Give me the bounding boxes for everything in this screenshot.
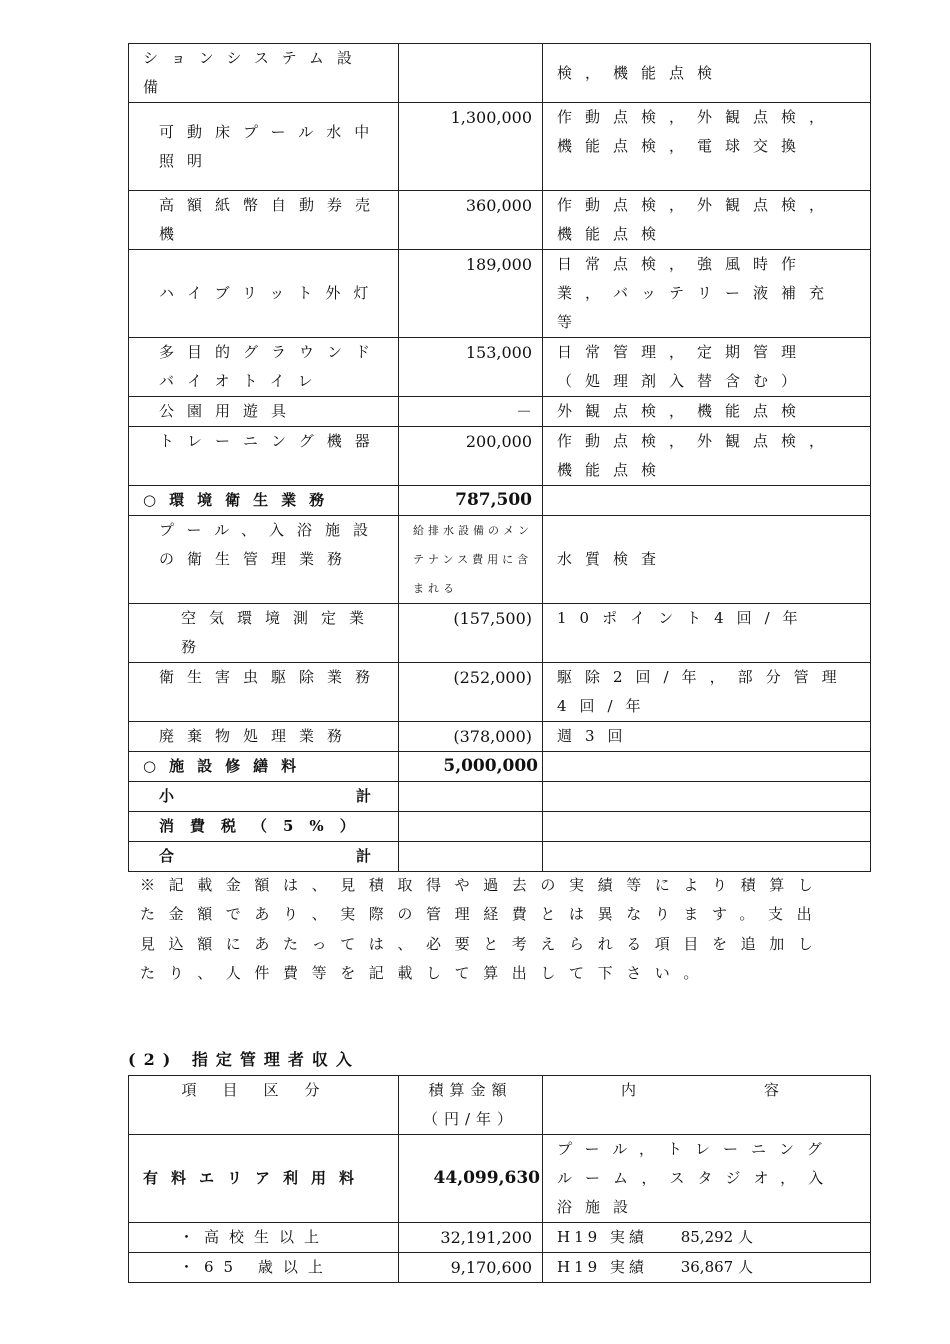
tax-amount	[399, 812, 543, 842]
total-amount	[399, 842, 543, 872]
header-amount: 積算金額（円/年）	[399, 1076, 543, 1135]
content-cell: 水質検査	[543, 516, 871, 604]
content-cell: 作動点検，外観点検，機能点検	[543, 191, 871, 250]
content-cell	[543, 752, 871, 782]
content-cell: 駆除2回/年，部分管理4回/年	[543, 663, 871, 722]
amount-cell: 44,099,630	[399, 1135, 543, 1223]
amount-cell: 787,500	[399, 486, 543, 516]
table-row	[129, 1223, 871, 1253]
subtotal-amount	[399, 782, 543, 812]
content-cell: 10ポイント4回/年	[543, 604, 871, 663]
amount-cell: 9,170,600	[399, 1253, 543, 1283]
table-row	[129, 191, 871, 250]
content-cell: プール，トレーニングルーム，スタジオ，入浴施設	[543, 1135, 871, 1223]
item-cell: ・高校生以上	[129, 1223, 399, 1253]
income-table	[128, 1075, 871, 1283]
table-row	[129, 250, 871, 338]
header-item: 項目区分	[129, 1076, 399, 1135]
content-cell: 作動点検，外観点検，機能点検，電球交換	[543, 103, 871, 191]
content-cell: 作動点検，外観点検，機能点検	[543, 427, 871, 486]
item-cell: 多目的グラウンドバイオトイレ	[129, 338, 399, 397]
item-cell: 廃棄物処理業務	[129, 722, 399, 752]
content-cell: 日常点検，強風時作業，バッテリー液補充等	[543, 250, 871, 338]
category-cell: ○施設修繕料	[129, 752, 399, 782]
table-row	[129, 752, 871, 782]
amount-cell: 5,000,000	[399, 752, 543, 782]
subtotal-label	[129, 782, 399, 812]
item-cell: 公園用遊具	[129, 397, 399, 427]
table-row	[129, 722, 871, 752]
table-row	[129, 516, 871, 604]
content-cell: 週3回	[543, 722, 871, 752]
amount-note-cell: 給排水設備のメンテナンス費用に含まれる	[399, 516, 543, 604]
item-cell: 高額紙幣自動券売機	[129, 191, 399, 250]
table-row	[129, 486, 871, 516]
content-cell	[543, 486, 871, 516]
tax-row	[129, 812, 871, 842]
subtotal-content	[543, 782, 871, 812]
category-cell: ○環境衛生業務	[129, 486, 399, 516]
header-content	[543, 1076, 871, 1135]
total-label-b: 計	[355, 847, 384, 865]
subtotal-row	[129, 782, 871, 812]
item-cell: ションシステム設備	[129, 44, 399, 103]
table-row	[129, 1253, 871, 1283]
amount-cell: 360,000	[399, 191, 543, 250]
amount-cell: 1,300,000	[399, 103, 543, 191]
expense-table	[128, 43, 871, 872]
item-cell: 衛生害虫駆除業務	[129, 663, 399, 722]
amount-cell	[399, 44, 543, 103]
content-prefix: H19 実績	[557, 1258, 648, 1276]
subtotal-label-a: 小	[159, 787, 188, 805]
item-cell: 可動床プール水中照明	[129, 103, 399, 191]
amount-cell: 200,000	[399, 427, 543, 486]
table-row	[129, 427, 871, 486]
header-content-a: 内	[621, 1081, 650, 1099]
content-value: 85,292 人	[680, 1228, 753, 1246]
item-cell: プール、入浴施設の衛生管理業務	[129, 516, 399, 604]
table-row	[129, 338, 871, 397]
item-cell: ハイブリット外灯	[129, 250, 399, 338]
content-cell	[543, 1253, 871, 1283]
amount-cell: 153,000	[399, 338, 543, 397]
section-title: (2) 指定管理者収入	[128, 1050, 360, 1069]
table-row	[129, 604, 871, 663]
table-row	[129, 44, 871, 103]
content-prefix: H19 実績	[557, 1228, 648, 1246]
content-cell: 日常管理，定期管理（処理剤入替含む）	[543, 338, 871, 397]
total-content	[543, 842, 871, 872]
amount-cell: 32,191,200	[399, 1223, 543, 1253]
subtotal-label-b: 計	[355, 787, 384, 805]
table-row	[129, 1135, 871, 1223]
content-cell: 検，機能点検	[543, 44, 871, 103]
tax-content	[543, 812, 871, 842]
amount-cell: 189,000	[399, 250, 543, 338]
footnote: ※記載金額は、見積取得や過去の実績等により積算した金額であり、実際の管理経費とは異なります。支出見込額にあたっては、必要と考えられる項目を追加したり、人件費等を記載して算出して下さい。	[140, 876, 827, 983]
content-value: 36,867 人	[680, 1258, 753, 1276]
item-cell: 有料エリア利用料	[129, 1135, 399, 1223]
total-row	[129, 842, 871, 872]
total-label-a: 合	[159, 847, 188, 865]
amount-cell: (252,000)	[399, 663, 543, 722]
content-cell: 外観点検，機能点検	[543, 397, 871, 427]
content-cell	[543, 1223, 871, 1253]
item-cell: 空気環境測定業務	[129, 604, 399, 663]
amount-cell: －	[399, 397, 543, 427]
amount-cell: (157,500)	[399, 604, 543, 663]
table-row	[129, 103, 871, 191]
table-row	[129, 397, 871, 427]
amount-cell: (378,000)	[399, 722, 543, 752]
table-row	[129, 663, 871, 722]
header-content-b: 容	[763, 1081, 792, 1099]
total-label	[129, 842, 399, 872]
item-cell: トレーニング機器	[129, 427, 399, 486]
tax-label: 消費税（5%）	[129, 812, 399, 842]
item-cell: ・65 歳以上	[129, 1253, 399, 1283]
header-row	[129, 1076, 871, 1135]
